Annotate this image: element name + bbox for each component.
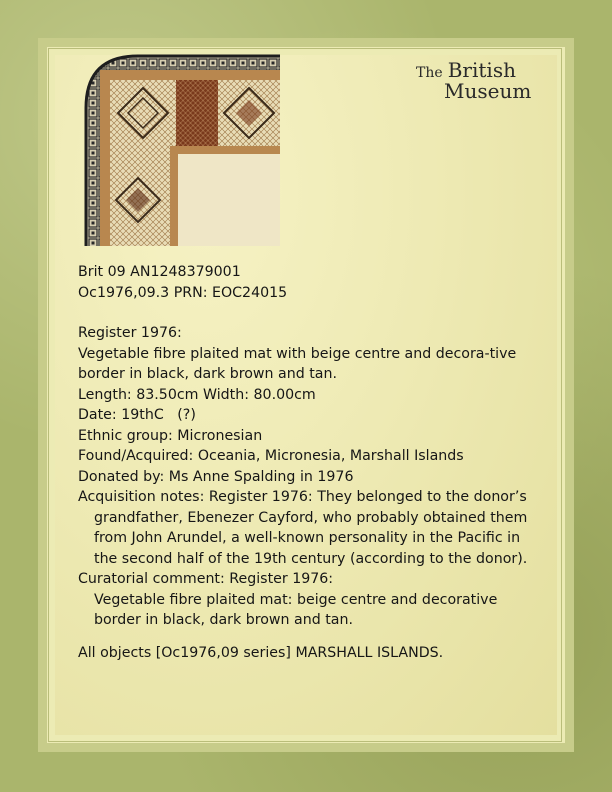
found-label: Found/Acquired: (78, 448, 194, 464)
date-value: 19thC (?) (121, 407, 196, 423)
registration-row (78, 283, 538, 304)
donated-value: Ms Anne Spalding in 1976 (168, 468, 354, 485)
logo-the: The (416, 65, 443, 81)
found-line (78, 446, 538, 467)
found-value: Oceania, Micronesia, Marshall Islands (197, 448, 464, 464)
donated-label: Donated by: (78, 468, 165, 485)
curatorial-label: Curatorial comment: Register 1976: (78, 571, 334, 587)
plaited-mat-image (78, 48, 280, 246)
curatorial-comment: Vegetable fibre plaited mat: beige centre and decorative border in black, dark brown and tan. (94, 591, 498, 628)
acquisition-value: Register 1976: They belonged to the donor’s grandfather, Ebenezer Cayford, who probably obtained them from John Arundel, a well-known personality in the Pacific in the second half of the 19th century (according to the donor). (94, 489, 528, 567)
date-line (78, 405, 538, 426)
length-value: 83.50cm (136, 386, 199, 403)
logo-museum: Museum (444, 79, 532, 103)
series-note: All objects [Oc1976,09 series] MARSHALL ISLANDS. (78, 644, 444, 661)
description: Vegetable fibre plaited mat with beige centre and decora-tive border in black, dark brown and tan. (78, 345, 517, 382)
acquisition-label: Acquisition notes: (78, 489, 205, 505)
ethnic-label: Ethnic group: (78, 427, 173, 444)
width-label: Width: (203, 386, 249, 403)
ethnic-line (78, 426, 538, 447)
date-label: Date: (78, 407, 117, 423)
width-value: 80.00cm (253, 386, 316, 403)
length-label: Length: (78, 386, 132, 403)
registration-number: Oc1976,09.3 (78, 284, 170, 301)
logo-british: British (447, 58, 516, 82)
dimensions-line (78, 385, 538, 406)
record-details (78, 262, 538, 663)
british-museum-logo (416, 60, 531, 101)
record-id: Brit 09 AN1248379001 (78, 264, 241, 280)
donated-line (78, 467, 538, 488)
acquisition-notes (78, 487, 538, 569)
ethnic-value: Micronesian (177, 427, 263, 444)
register-heading: Register 1976: (78, 325, 182, 341)
prn-number: PRN: EOC24015 (173, 284, 288, 301)
